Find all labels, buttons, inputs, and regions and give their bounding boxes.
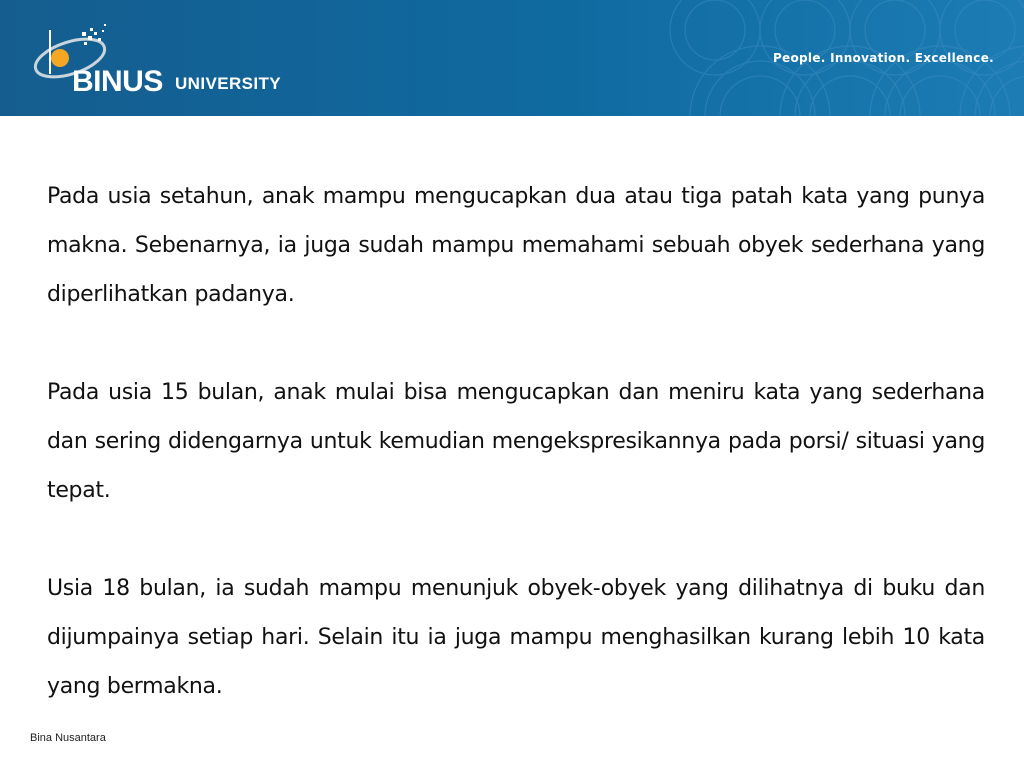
binus-logo xyxy=(30,20,300,100)
slide-body xyxy=(47,172,985,760)
logo-brand-text: BINUS xyxy=(72,65,163,98)
footer-text: Bina Nusantara xyxy=(30,732,106,744)
paragraph-3: Usia 18 bulan, ia sudah mampu menunjuk obyek-obyek yang dilihatnya di buku dan dijumpainya setiap hari. Selain itu ia juga mampu menghasilkan kurang lebih 10 kata yang bermakna. xyxy=(47,576,985,699)
paragraph-2: Pada usia 15 bulan, anak mulai bisa mengucapkan dan meniru kata yang sederhana dan sering didengarnya untuk kemudian mengekspresikannya pada porsi/ situasi yang tepat. xyxy=(47,380,985,503)
paragraph-1: Pada usia setahun, anak mampu mengucapkan dua atau tiga patah kata yang punya makna. Sebenarnya, ia juga sudah mampu memahami sebuah obyek sederhana yang diperlihatkan padanya. xyxy=(47,184,985,307)
header-banner xyxy=(0,0,1024,116)
logo-university-text: UNIVERSITY xyxy=(175,74,282,93)
tagline: People. Innovation. Excellence. xyxy=(772,51,994,65)
